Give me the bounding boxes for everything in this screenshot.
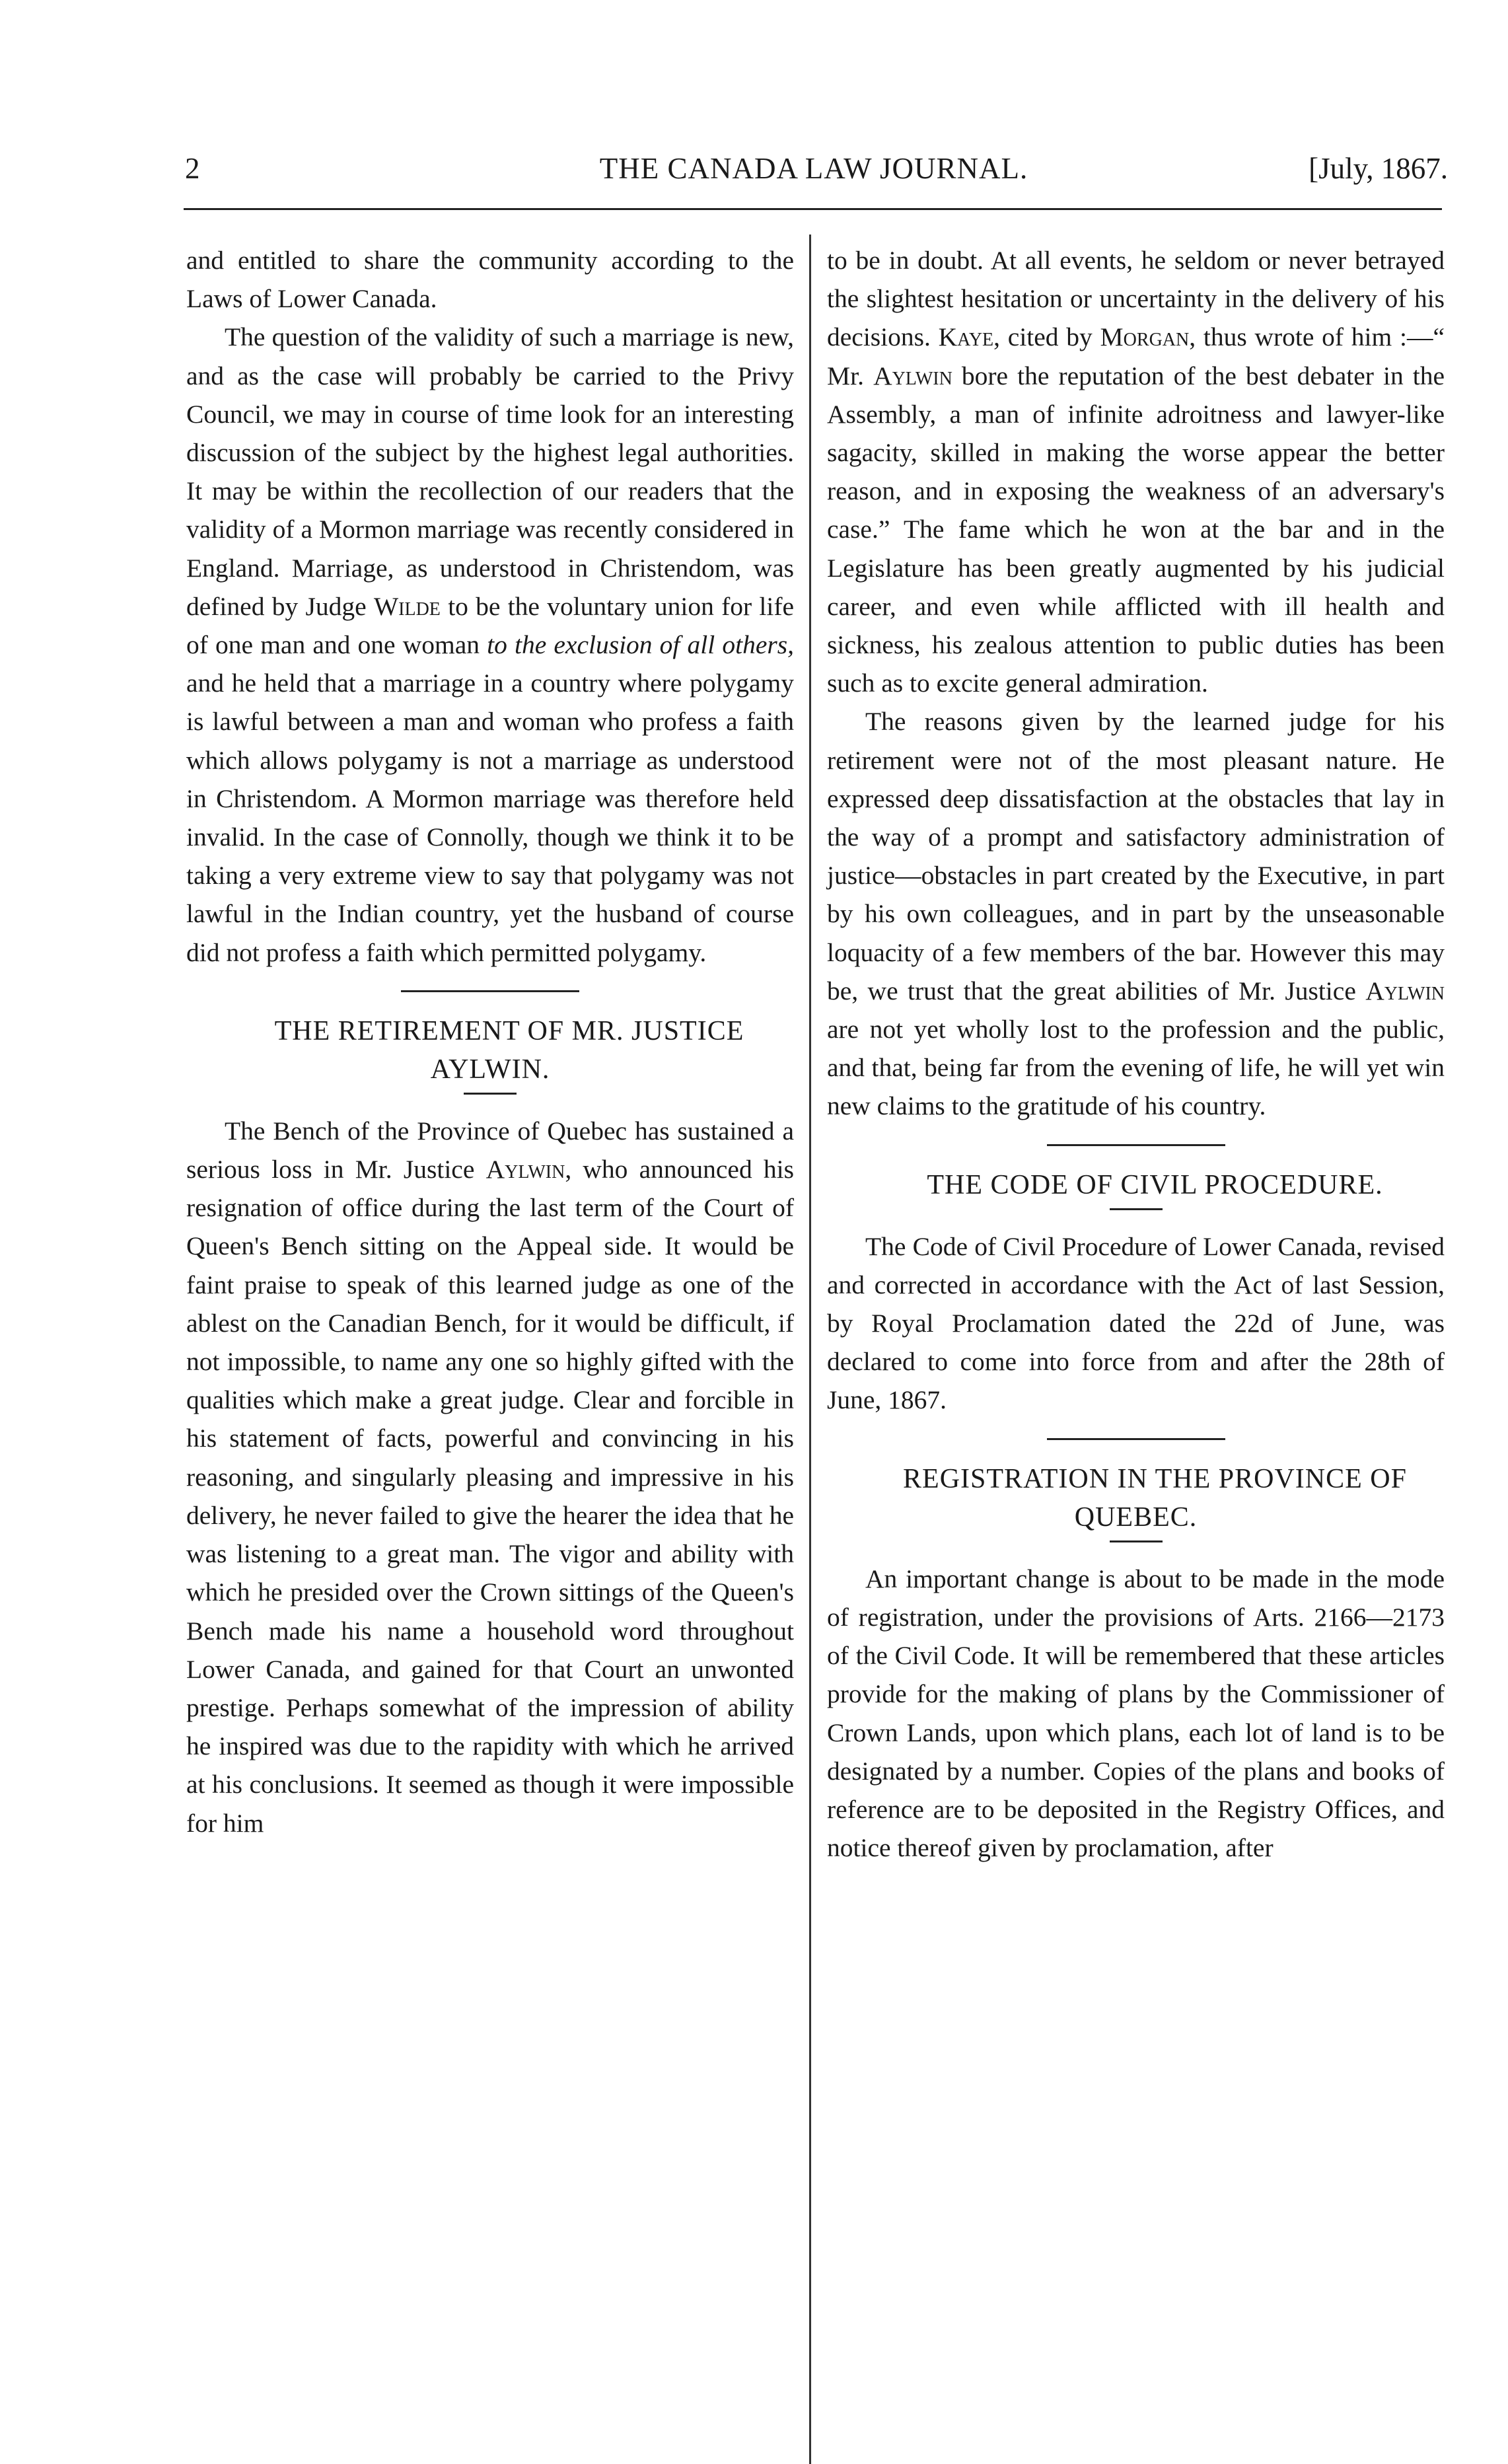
paragraph-text: and he held that a marriage in a country where polygamy is lawful between a man and woman who profess a faith which allows polygamy is not a marriage as understood in Christendom. A Mormon marriage was therefore held invalid. In the case of Connolly, though we think it to be taking a very extreme view to say that polygamy was not lawful in the Indian country, yet the husband of course did not profess a faith which permitted polygamy. — [186, 669, 794, 967]
paragraph: The Code of Civil Procedure of Lower Canada, revised and corrected in accordance with the Act of last Session, by Royal Proclamation dated the 22d of June, was declared to come into force from and after the 28th of June, 1867. — [827, 1231, 1445, 1415]
paragraph — [186, 241, 794, 318]
paragraph-text: , who announced his resignation of office during the last term of the Court of Queen's Bench sitting on the Appeal side. It would be faint praise to speak of this learned judge as one of the ablest on the Canadian Bench, for it would be difficult, if not impossible, to name any one so highly gifted with the qualities which make a great judge. Clear and forcible in his statement of facts, powerful and convincing in his reasoning, and singularly pleasing and impressive in his delivery, he never failed to give the hearer the idea that he was listening to a great man. The vigor and ability with which he presided over the Crown sittings of the Queen's Bench made his name a household word throughout Lower Canada, and gained for that Court an unwonted prestige. Perhaps somewhat of the impression of ability he inspired was due to the rapidity with which he arrived at his conclusions. It seemed as though it were impossible for him — [186, 1155, 795, 1838]
header-rule — [184, 208, 1442, 210]
judge-name: Aylwin — [485, 1155, 565, 1184]
paragraph — [186, 318, 794, 971]
title-underline — [464, 1093, 517, 1095]
paragraph-text: to be in doubt. At all events, he seldom or never betrayed the slightest hesitation or uncertainty in the delivery of his decisions. — [827, 246, 1445, 352]
section-title: THE RETIREMENT OF MR. JUSTICE AYLWIN. — [274, 1015, 744, 1085]
paragraph-text: bore the reputation of the best debater in the Assembly, a man of infinite adroitness and lawyer-like sagacity, skilled in making the worse appear the better reason, and in exposing the weakness of an adversary's case.” The fame which he won at the bar and in the Legislature has been greatly augmented by his judicial career, and even while afflicted with ill health and sickness, his zealous attention to public duties has been such as to excite general admiration. — [827, 361, 1445, 698]
paragraph: An important change is about to be made in the mode of registration, under the provisions of Arts. 2166—2173 of the Civil Code. It will be remembered that these articles provide for the making of plans by the Commissioner of Crown Lands, upon which plans, each lot of land is to be designated by a number. Copies of the plans and books of reference are to be deposited in the Registry Offices, and notice thereof given by proclamation, after — [827, 1564, 1445, 1863]
section-separator — [401, 990, 579, 992]
judge-name: Aylwin — [873, 361, 952, 390]
section-title: THE CODE OF CIVIL PROCEDURE. — [927, 1169, 1383, 1200]
section-separator — [1047, 1144, 1225, 1146]
title-underline — [1110, 1208, 1163, 1210]
paragraph — [186, 1112, 794, 1842]
paragraph-text: thus wrote of him :—“ Mr. — [827, 322, 1445, 390]
italic-phrase: to the exclusion of all others, — [487, 630, 795, 660]
paragraph-text: to be the voluntary union for life of one man and one woman — [186, 591, 795, 660]
left-column — [186, 241, 794, 1842]
running-header — [180, 142, 1448, 195]
paragraph-text: are not yet wholly lost to the profession and the public, and that, being far from the evening of life, he will yet win new claims to the gratitude of his country. — [827, 1015, 1445, 1121]
paragraph-text: The question of the validity of such a marriage is new, and as the case will probably be carried to the Privy Council, we may in course of time look for an interesting discussion of the subject by the highest legal authorities. It may be within the recollection of our readers that the validity of a Mormon marriage was recently considered in England. Marriage, as understood in Christendom, was defined by Judge — [186, 322, 794, 621]
author-name: Kaye, — [938, 322, 1001, 352]
issue-date: [July, 1867. — [1309, 152, 1448, 185]
paragraph — [827, 241, 1445, 702]
right-column — [827, 241, 1445, 1867]
column-divider — [809, 235, 811, 2464]
paragraph-text: and entitled to share the community according to the Laws of Lower Canada. — [186, 246, 794, 314]
journal-title: THE CANADA LAW JOURNAL. — [599, 152, 1028, 185]
judge-name: Aylwin — [1365, 976, 1445, 1005]
paragraph-text: The Bench of the Province of Quebec has sustained a serious loss in Mr. Justice — [186, 1116, 794, 1184]
paragraph-text: cited by — [1007, 322, 1093, 352]
section-separator — [1047, 1438, 1225, 1440]
paragraph-text: The reasons given by the learned judge for his retirement were not of the most pleasant nature. He expressed deep dissatisfaction at the obstacles that lay in the way of a prompt and satisfactory administration of justice—obstacles in part created by the Executive, in part by his own colleagues, and in part by the unseasonable loquacity of a few members of the bar. However this may be, we trust that the great abilities of Mr. Justice — [827, 707, 1445, 1005]
page-number: 2 — [185, 152, 200, 185]
judge-name: Wilde — [373, 591, 441, 621]
author-name: Morgan, — [1100, 322, 1196, 352]
section-title: REGISTRATION IN THE PROVINCE OF QUEBEC. — [903, 1463, 1407, 1533]
paragraph — [827, 702, 1445, 1125]
title-underline — [1110, 1540, 1163, 1542]
